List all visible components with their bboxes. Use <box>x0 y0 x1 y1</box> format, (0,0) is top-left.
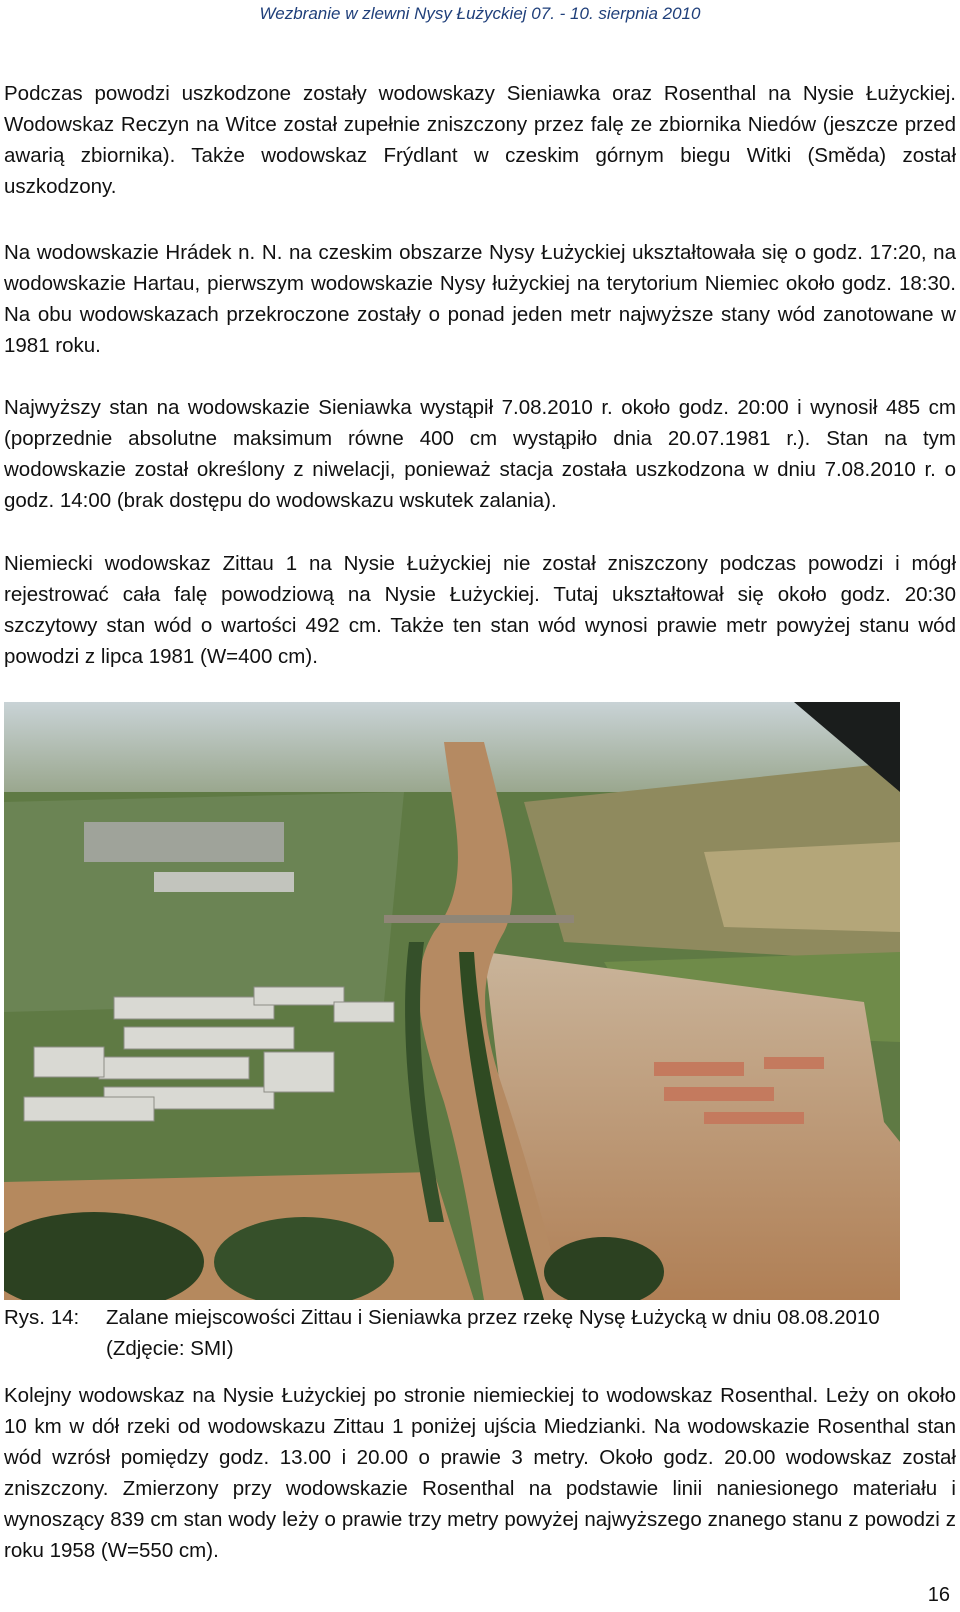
figure-label: Rys. 14: <box>4 1306 80 1329</box>
page-number: 16 <box>927 1584 950 1606</box>
paragraph-rosenthal: Kolejny wodowskaz na Nysie Łużyckiej po stronie niemieckiej to wodowskaz Rosenthal. Leży on około 10 km w dół rzeki od wodowskazu Zittau 1 poniżej ujścia Miedzianki. Na wodowskazie Rosenthal stan wód wzrósł pomiędzy godz. 13.00 i 20.00 o prawie 3 metry. Około godz. 20.00 wodowskaz został zniszczony. Zmierzony przy wodowskazie Rosenthal na podstawie linii naniesionego materiału i wynoszący 839 cm stan wody leży o prawie trzy metry powyżej najwyższego znanego stanu z powodzi z roku 1958 (W=550 cm). <box>4 1384 956 1562</box>
aerial-flood-photo <box>4 702 900 1300</box>
paragraph-damaged-gauges: Podczas powodzi uszkodzone zostały wodowskazy Sieniawka oraz Rosenthal na Nysie Łużyckiej. Wodowskaz Reczyn na Witce został zupełnie zniszczony przez falę ze zbiornika Niedów (jeszcze przed awarią zbiornika). Także wodowskaz Frýdlant w czeskim górnym biegu Witki (Smĕda) został uszkodzony. <box>4 82 956 198</box>
paragraph-hradek-hartau: Na wodowskazie Hrádek n. N. na czeskim obszarze Nysy Łużyckiej ukształtowała się o godz. 17:20, na wodowskazie Hartau, pierwszym wodowskazie Nysy łużyckiej na terytorium Niemiec około godz. 18:30. Na obu wodowskazach przekroczone zostały o ponad jeden metr najwyższe stany wód zanotowane w 1981 roku. <box>4 241 956 357</box>
running-header: Wezbranie w zlewni Nysy Łużyckiej 07. - 10. sierpnia 2010 <box>259 4 701 23</box>
paragraph-zittau: Niemiecki wodowskaz Zittau 1 na Nysie Łużyckiej nie został zniszczony podczas powodzi i mógł rejestrować cała falę powodziową na Nysie Łużyckiej. Tutaj ukształtował się około godz. 20:30 szczytowy stan wód o wartości 492 cm. Także ten stan wód wynosi prawie metr powyżej stanu wód powodzi z lipca 1981 (W=400 cm). <box>4 552 956 668</box>
paragraph-sieniawka: Najwyższy stan na wodowskazie Sieniawka wystąpił 7.08.2010 r. około godz. 20:00 i wynosił 485 cm (poprzednie absolutne maksimum równe 400 cm wystąpiło dnia 20.07.1981 r.). Stan na tym wodowskazie został określony z niwelacji, ponieważ stacja została uszkodzona w dniu 7.08.2010 r. o godz. 14:00 (brak dostępu do wodowskazu wskutek zalania). <box>4 396 956 512</box>
figure-caption-text: Zalane miejscowości Zittau i Sieniawka przez rzekę Nysę Łużycką w dniu 08.08.2010 (Zdjęcie: SMI) <box>106 1306 880 1360</box>
